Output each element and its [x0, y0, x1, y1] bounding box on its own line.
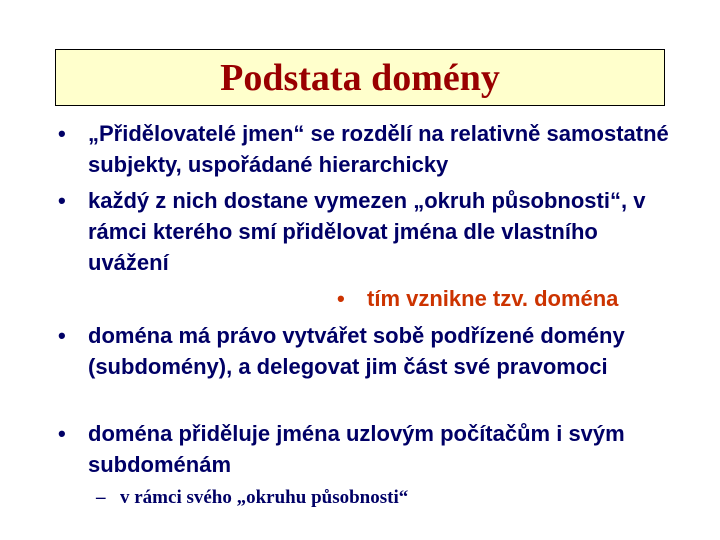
bullet-text: tím vznikne tzv. doména: [367, 286, 619, 311]
sub-bullet-dash: –: [96, 487, 106, 508]
bullet-text: každý z nich dostane vymezen „okruh působnosti“, v rámci kterého smí přidělovat jména dle vlastního uvážení: [88, 188, 646, 275]
bullet-item: [58, 320, 678, 382]
bullet-dot: •: [58, 121, 66, 146]
bullet-text: „Přidělovatelé jmen“ se rozdělí na relativně samostatné subjekty, uspořádané hierarchicky: [88, 121, 669, 177]
bullet-text: doména má právo vytvářet sobě podřízené domény (subdomény), a delegovat jim část své pravomoci: [88, 323, 625, 379]
bullet-text: doména přiděluje jména uzlovým počítačům i svým subdoménám: [88, 421, 625, 477]
bullet-item: [58, 118, 678, 180]
bullet-item-highlight: [337, 283, 707, 314]
bullet-dot: •: [58, 421, 66, 446]
bullet-item: [58, 185, 678, 278]
slide-title: Podstata domény: [220, 56, 500, 99]
sub-bullet-text: v rámci svého „okruhu působnosti“: [120, 487, 409, 508]
bullet-dot: •: [58, 188, 66, 213]
bullet-dot: •: [337, 286, 345, 311]
bullet-item: [58, 418, 678, 480]
bullet-dot: •: [58, 323, 66, 348]
sub-bullet-item: [96, 486, 656, 510]
